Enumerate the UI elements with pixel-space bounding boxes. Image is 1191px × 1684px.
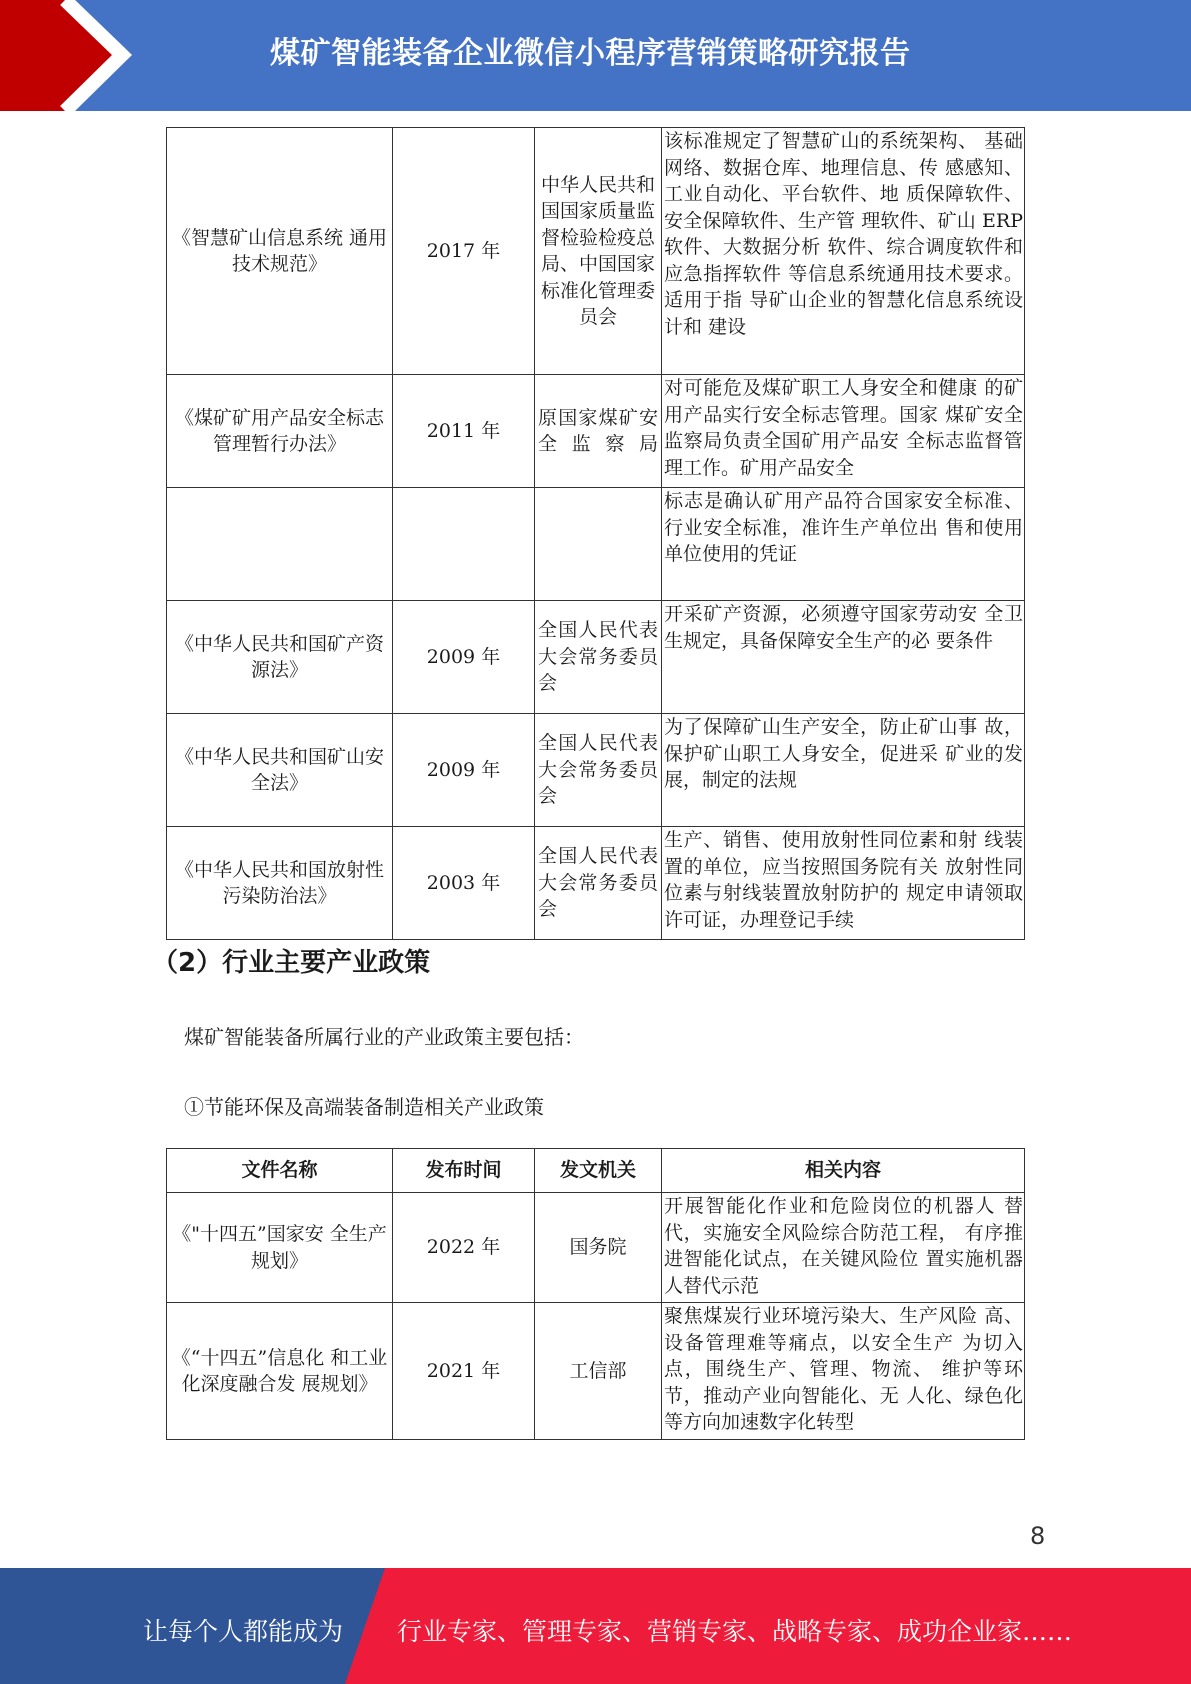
table-row xyxy=(167,827,1025,940)
org-cell: 全国人民代表大会常务委员会 xyxy=(535,601,662,714)
header-content: 相关内容 xyxy=(662,1149,1025,1193)
subheading-paragraph: ①节能环保及高端装备制造相关产业政策 xyxy=(184,1095,544,1119)
doc-name-cell: 《中华人民共和国放射性污染防治法》 xyxy=(167,827,393,940)
header-doc-name: 文件名称 xyxy=(167,1149,393,1193)
report-title: 煤矿智能装备企业微信小程序营销策略研究报告 xyxy=(270,36,911,71)
page-number: 8 xyxy=(1030,1522,1046,1550)
content-cell: 开展智能化作业和危险岗位的机器人 替代，实施安全风险综合防范工程， 有序推进智能化试点，在关键风险位 置实施机器人替代示范 xyxy=(662,1193,1025,1303)
doc-name-cell: 《中华人民共和国矿山安全法》 xyxy=(167,714,393,827)
content-cell: 对可能危及煤矿职工人身安全和健康 的矿用产品实行安全标志管理。国家 煤矿安全监察局负责全国矿用产品安 全标志监督管理工作。矿用产品安全 xyxy=(662,375,1025,488)
org-cell: 全国人民代表大会常务委员会 xyxy=(535,714,662,827)
header-publish-time: 发布时间 xyxy=(393,1149,535,1193)
year-cell: 2011 年 xyxy=(393,375,535,488)
content-cell: 聚焦煤炭行业环境污染大、生产风险 高、设备管理难等痛点，以安全生产 为切入点，围绕生产、管理、物流、 维护等环节，推动产业向智能化、无 人化、绿色化等方向加速数字化转型 xyxy=(662,1303,1025,1440)
policies-table xyxy=(166,1148,1025,1440)
footer-slogan-left: 让每个人都能成为 xyxy=(143,1617,344,1646)
doc-name-cell xyxy=(167,488,393,601)
content-cell: 该标准规定了智慧矿山的系统架构、 基础网络、数据仓库、地理信息、传 感感知、工业自动化、平台软件、地 质保障软件、安全保障软件、生产管 理软件、矿山 ERP 软件、大数据分析 软件、综合调度软件和应急指挥软件 等信息系统通用技术要求。适用于指 导矿山企业的智慧化信息系统设计和 建设 xyxy=(662,128,1025,375)
table-row xyxy=(167,488,1025,601)
org-cell: 中华人民共和国国家质量监督检验检疫总局、中国国家标准化管理委员会 xyxy=(535,128,662,375)
regulations-table xyxy=(166,127,1025,940)
page-footer xyxy=(0,1568,1191,1684)
year-cell: 2009 年 xyxy=(393,714,535,827)
org-cell: 全国人民代表大会常务委员会 xyxy=(535,827,662,940)
content-cell: 标志是确认矿用产品符合国家安全标准、行业安全标准，准许生产单位出 售和使用单位使用的凭证 xyxy=(662,488,1025,601)
footer-slogan-right: 行业专家、管理专家、营销专家、战略专家、成功企业家…… xyxy=(397,1617,1073,1646)
org-cell: 工信部 xyxy=(535,1303,662,1440)
page-header xyxy=(0,0,1191,111)
table-row xyxy=(167,714,1025,827)
table-row xyxy=(167,601,1025,714)
doc-name-cell: 《中华人民共和国矿产资源法》 xyxy=(167,601,393,714)
content-cell: 为了保障矿山生产安全，防止矿山事 故，保护矿山职工人身安全，促进采 矿业的发展，制定的法规 xyxy=(662,714,1025,827)
doc-name-cell: 《"十四五”国家安 全生产规划》 xyxy=(167,1193,393,1303)
doc-name-cell: 《煤矿矿用产品安全标志管理暂行办法》 xyxy=(167,375,393,488)
org-cell: 原国家煤矿安全监察局 xyxy=(535,375,662,488)
org-cell xyxy=(535,488,662,601)
header-chevron-icon xyxy=(0,0,160,111)
year-cell: 2021 年 xyxy=(393,1303,535,1440)
table-row xyxy=(167,1193,1025,1303)
doc-name-cell: 《智慧矿山信息系统 通用技术规范》 xyxy=(167,128,393,375)
intro-paragraph: 煤矿智能装备所属行业的产业政策主要包括： xyxy=(184,1025,584,1049)
org-cell: 国务院 xyxy=(535,1193,662,1303)
table-row xyxy=(167,1303,1025,1440)
table-header-row xyxy=(167,1149,1025,1193)
doc-name-cell: 《“十四五”信息化 和工业化深度融合发 展规划》 xyxy=(167,1303,393,1440)
header-issuing-org: 发文机关 xyxy=(535,1149,662,1193)
year-cell: 2009 年 xyxy=(393,601,535,714)
year-cell: 2022 年 xyxy=(393,1193,535,1303)
content-cell: 开采矿产资源，必须遵守国家劳动安 全卫生规定，具备保障安全生产的必 要条件 xyxy=(662,601,1025,714)
year-cell: 2003 年 xyxy=(393,827,535,940)
content-cell: 生产、销售、使用放射性同位素和射 线装置的单位，应当按照国务院有关 放射性同位素与射线装置放射防护的 规定申请领取许可证，办理登记手续 xyxy=(662,827,1025,940)
table-row xyxy=(167,128,1025,375)
year-cell: 2017 年 xyxy=(393,128,535,375)
table-row xyxy=(167,375,1025,488)
year-cell xyxy=(393,488,535,601)
section-heading: （2）行业主要产业政策 xyxy=(152,948,431,978)
